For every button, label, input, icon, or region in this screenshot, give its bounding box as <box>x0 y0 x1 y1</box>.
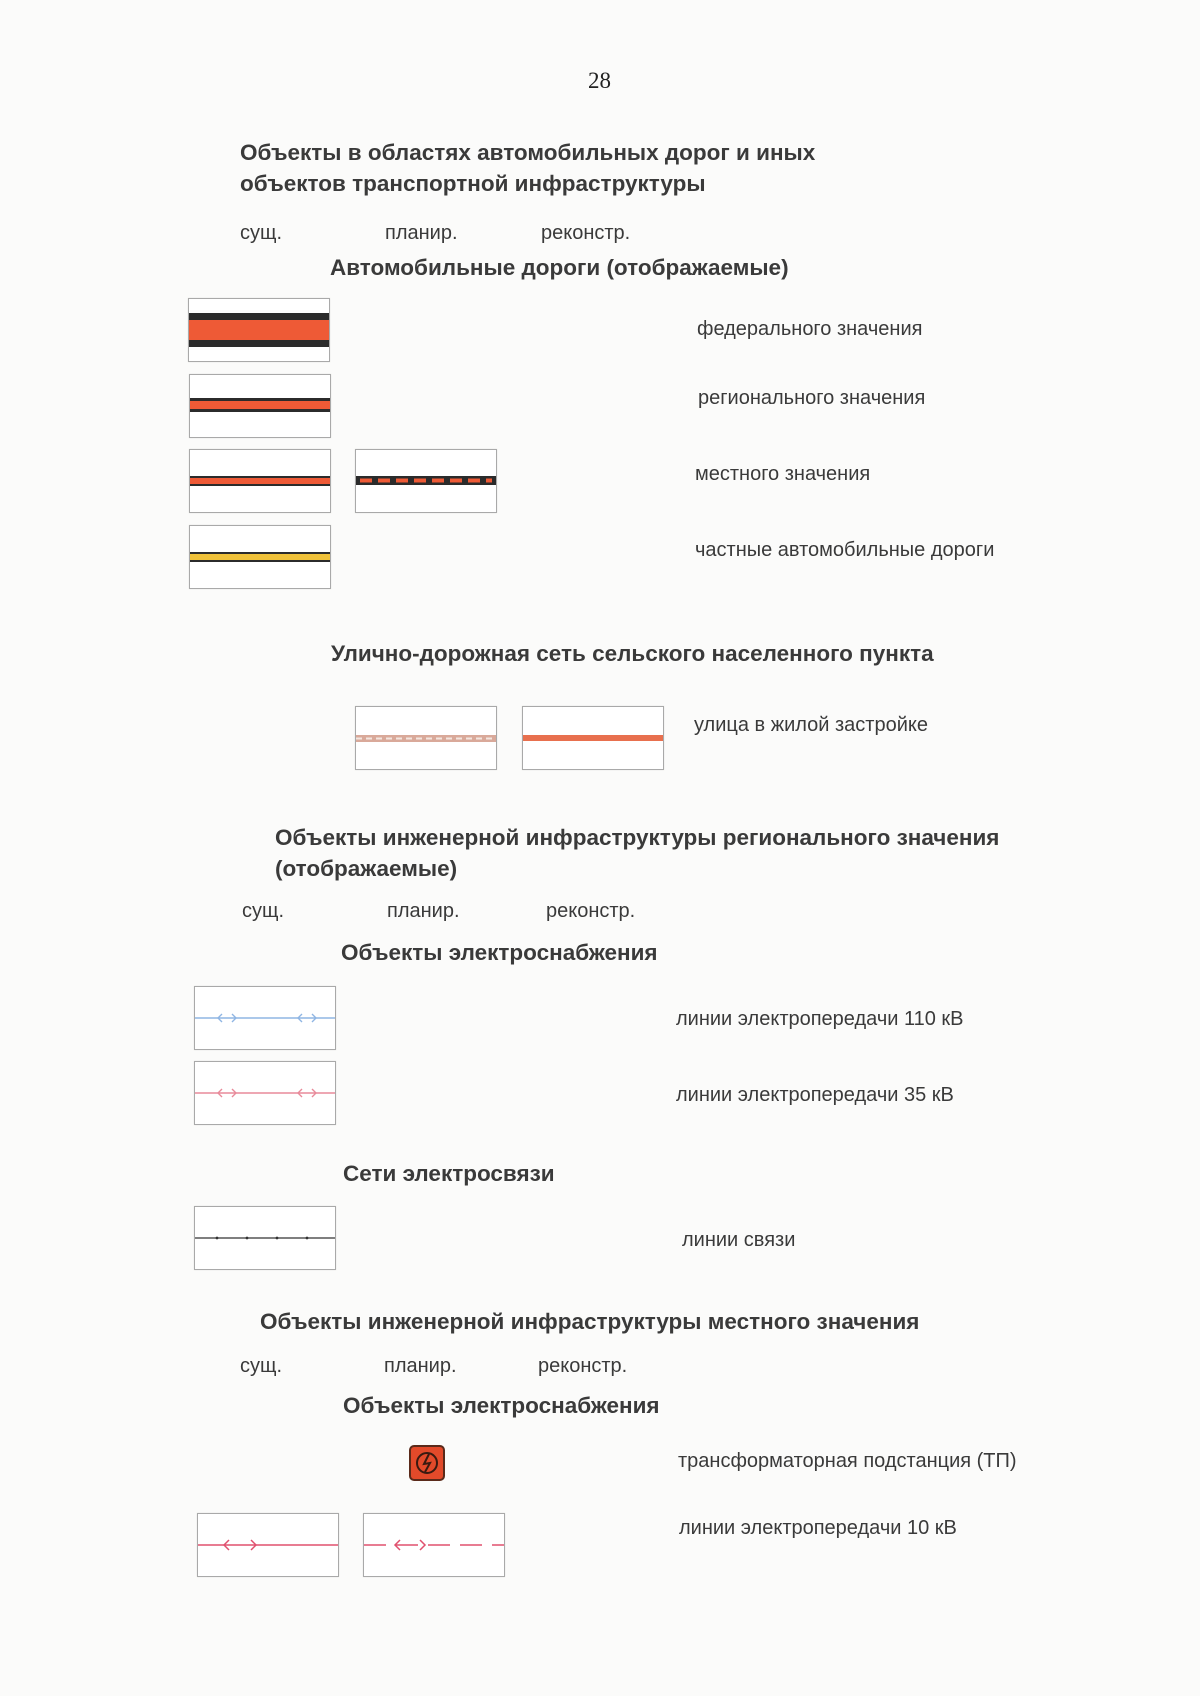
legend-power-line-35kv-symbol <box>194 1061 336 1125</box>
section1-col-recon: реконстр. <box>541 222 631 244</box>
section4-title: Объекты инженерной инфраструктуры местного значения <box>260 1309 920 1334</box>
legend-communication-line-label: линии связи <box>682 1229 796 1251</box>
section4-subtitle-power: Объекты электроснабжения <box>343 1393 660 1418</box>
section3-col-plan: планир. <box>387 900 460 922</box>
legend-communication-line-symbol <box>194 1206 336 1270</box>
section3-col-recon: реконстр. <box>546 900 636 922</box>
section1-title-line1: Объекты в областях автомобильных дорог и иных <box>240 140 816 165</box>
section1-col-exist: сущ. <box>240 222 283 244</box>
legend-power-line-10kv-existing-symbol <box>197 1513 339 1577</box>
section4-col-recon: реконстр. <box>538 1355 628 1377</box>
legend-transformer-substation-label: трансформаторная подстанция (ТП) <box>678 1450 1017 1472</box>
legend-regional-road-label: регионального значения <box>698 387 926 409</box>
section1-title-line2: объектов транспортной инфраструктуры <box>240 171 706 196</box>
section1-title <box>240 137 815 199</box>
section3-col-exist: сущ. <box>242 900 285 922</box>
section3-subtitle-power: Объекты электроснабжения <box>341 940 658 965</box>
legend-street-planned-symbol <box>522 706 664 770</box>
legend-power-line-110kv-symbol <box>194 986 336 1050</box>
section3-title-line1: Объекты инженерной инфраструктуры регионального значения <box>275 825 1000 850</box>
section1-subtitle: Автомобильные дороги (отображаемые) <box>330 255 789 280</box>
section3-title-line2: (отображаемые) <box>275 856 458 881</box>
legend-local-road-existing-symbol <box>189 449 331 513</box>
section3-title <box>275 822 999 884</box>
section2-subtitle: Улично-дорожная сеть сельского населенного пункта <box>331 641 934 666</box>
legend-private-road-symbol <box>189 525 331 589</box>
legend-power-line-10kv-label: линии электропередачи 10 кВ <box>679 1517 957 1539</box>
legend-street-existing-symbol <box>355 706 497 770</box>
legend-private-road-label: частные автомобильные дороги <box>695 539 995 561</box>
section4-col-exist: сущ. <box>240 1355 283 1377</box>
legend-street-label: улица в жилой застройке <box>694 714 928 736</box>
section3-subtitle-telecom: Сети электросвязи <box>343 1161 555 1186</box>
legend-power-line-35kv-label: линии электропередачи 35 кВ <box>676 1084 954 1106</box>
legend-local-road-planned-symbol <box>355 449 497 513</box>
legend-power-line-110kv-label: линии электропередачи 110 кВ <box>676 1008 964 1030</box>
legend-federal-road-label: федерального значения <box>697 318 923 340</box>
legend-power-line-10kv-planned-symbol <box>363 1513 505 1577</box>
legend-local-road-label: местного значения <box>695 463 871 485</box>
legend-regional-road-symbol <box>189 374 331 438</box>
page-number: 28 <box>588 68 611 93</box>
legend-federal-road-symbol <box>188 298 330 362</box>
lightning-bolt-icon <box>409 1445 445 1481</box>
section4-col-plan: планир. <box>384 1355 457 1377</box>
section1-col-plan: планир. <box>385 222 458 244</box>
